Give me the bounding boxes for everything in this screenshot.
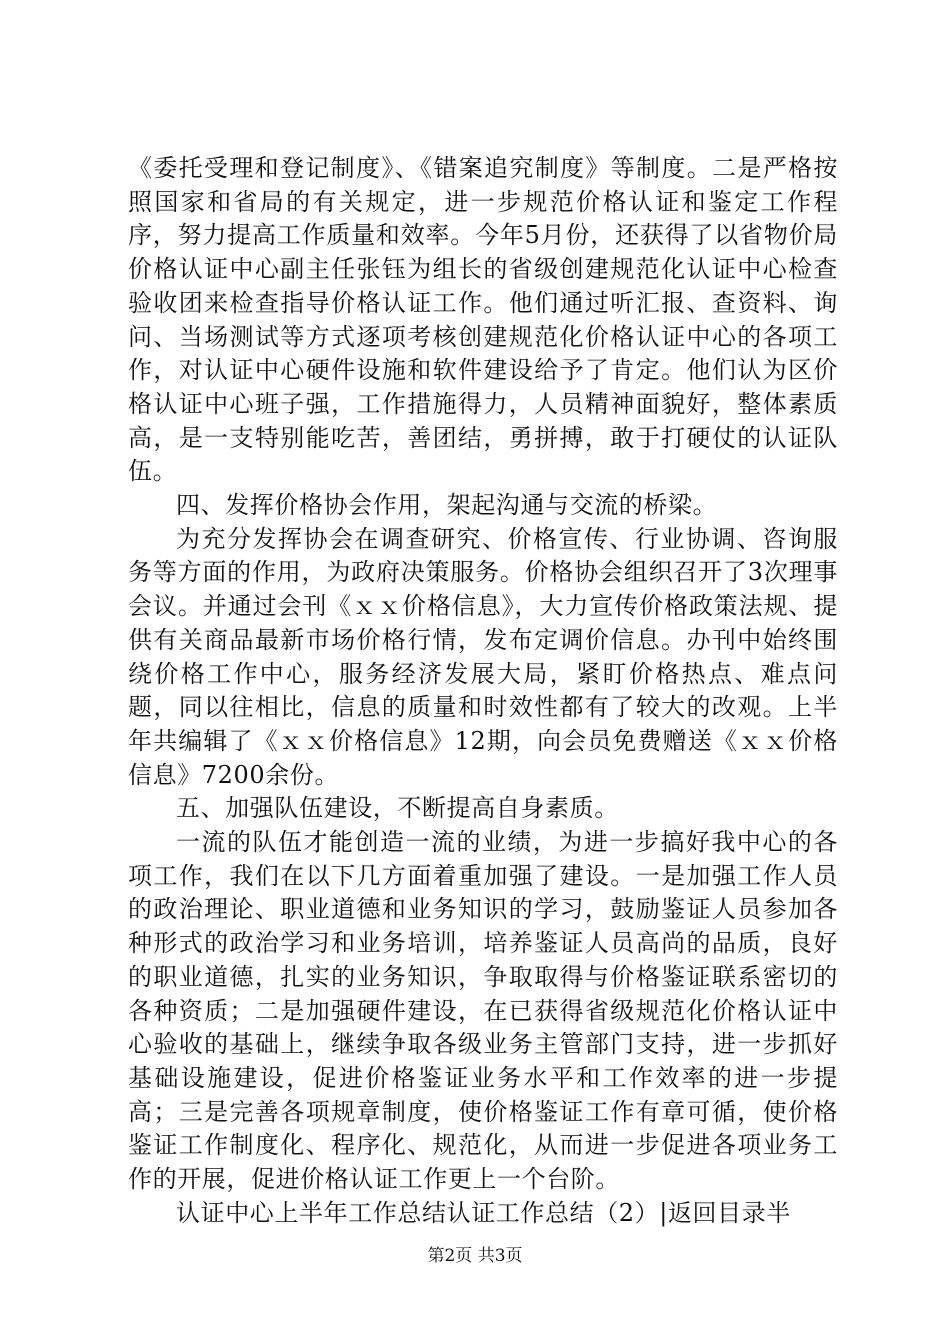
section-heading-four: 四、发挥价格协会作用，架起沟通与交流的桥梁。 [176, 491, 718, 520]
paragraph-price-association: 为充分发挥协会在调查研究、价格宣传、行业协调、咨询服务等方面的作用，为政府决策服务。价格协会组织召开了3次理事会议。并通过会刊《ｘｘ价格信息》，大力宣传价格政策法规、提供有关商品最新市场价格行情，发布定调价信息。办刊中始终围绕价格工作中心，服务经济发展大局，紧盯价格热点、难点问题，同以往相比，信息的质量和时效性都有了较大的改观。上半年共编辑了《ｘｘ价格信息》12期，向会员免费赠送《ｘｘ价格信息》7200余份。 [128, 524, 838, 789]
paragraph-team-building: 一流的队伍才能创造一流的业绩，为进一步搞好我中心的各项工作，我们在以下几方面着重加强了建设。一是加强工作人员的政治理论、职业道德和业务知识的学习，鼓励鉴证人员参加各种形式的政治学习和业务培训，培养鉴证人员高尚的品质，良好的职业道德，扎实的业务知识，争取取得与价格鉴证联系密切的各种资质；二是加强硬件建设，在已获得省级规范化价格认证中心验收的基础上，继续争取各级业务主管部门支持，进一步抓好基础设施建设，促进价格鉴证业务水平和工作效率的进一步提高；三是完善各项规章制度，使价格鉴证工作有章可循，使价格鉴证工作制度化、程序化、规范化，从而进一步促进各项业务工作的开展，促进价格认证工作更上一个台阶。 [128, 828, 838, 1194]
document-body [128, 152, 838, 1231]
page-number-footer: 第2页 共3页 [427, 1246, 523, 1266]
paragraph-continuation: 《委托受理和登记制度》、《错案追究制度》等制度。二是严格按照国家和省局的有关规定，进一步规范价格认证和鉴定工作程序，努力提高工作质量和效率。今年5月份，还获得了以省物价局价格认证中心副主任张钰为组长的省级创建规范化认证中心检查验收团来检查指导价格认证工作。他们通过听汇报、查资料、询问、当场测试等方式逐项考核创建规范化价格认证中心的各项工作，对认证中心硬件设施和软件建设给予了肯定。他们认为区价格认证中心班子强，工作措施得力，人员精神面貌好，整体素质高，是一支特别能吃苦，善团结，勇拼搏，敢于打硬仗的认证队伍。 [128, 154, 838, 486]
section-heading-five: 五、加强队伍建设，不断提高自身素质。 [176, 794, 619, 823]
paragraph-next-title: 认证中心上半年工作总结认证工作总结（2）|返回目录半 [176, 1198, 791, 1227]
